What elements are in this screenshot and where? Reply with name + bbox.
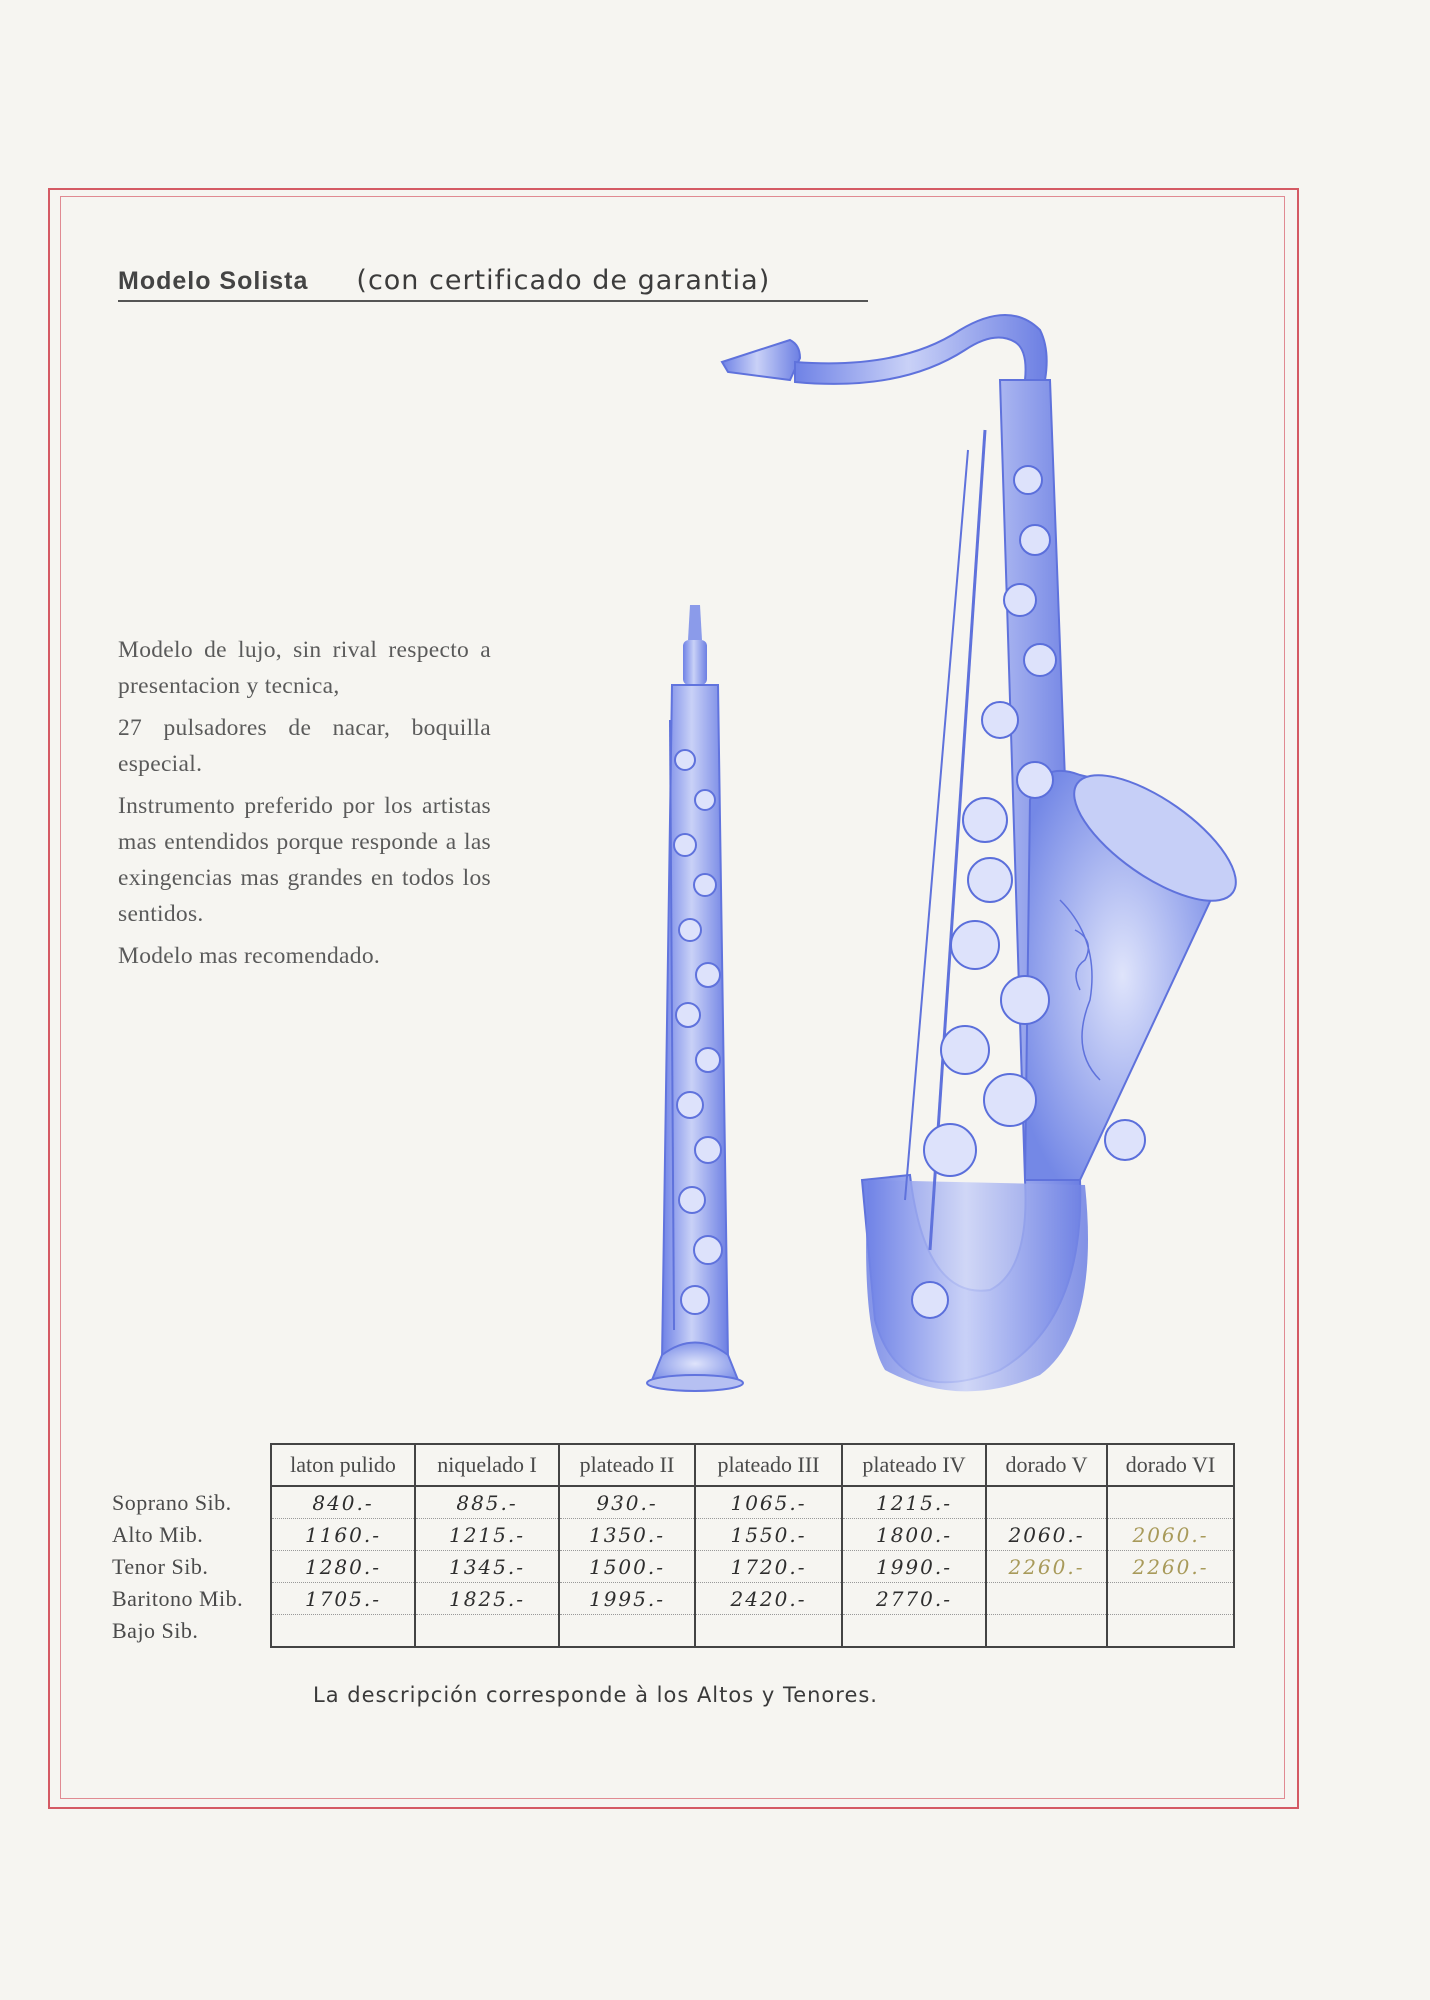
row-label: Soprano Sib.	[112, 1490, 232, 1515]
row-label: Alto Mib.	[112, 1522, 204, 1547]
price-cell: 1825.-	[415, 1583, 559, 1615]
row-label: Bajo Sib.	[112, 1618, 199, 1643]
price-cell: 1215.-	[415, 1519, 559, 1551]
price-table	[270, 1443, 1235, 1648]
price-cell: 930.-	[559, 1486, 695, 1519]
price-cell: 2060.-	[1107, 1519, 1234, 1551]
price-cell: 840.-	[271, 1486, 415, 1519]
price-cell: 2770.-	[842, 1583, 986, 1615]
column-header: dorado VI	[1107, 1444, 1234, 1486]
price-cell: 1705.-	[271, 1583, 415, 1615]
price-cell: 1800.-	[842, 1519, 986, 1551]
column-header: niquelado I	[415, 1444, 559, 1486]
column-header: plateado II	[559, 1444, 695, 1486]
price-cell: 2420.-	[695, 1583, 842, 1615]
price-cell: 1990.-	[842, 1551, 986, 1583]
price-cell: 2060.-	[986, 1519, 1107, 1551]
column-header: dorado V	[986, 1444, 1107, 1486]
price-cell	[415, 1615, 559, 1648]
price-cell: 1720.-	[695, 1551, 842, 1583]
table-header-row	[271, 1444, 1234, 1486]
price-cell: 1500.-	[559, 1551, 695, 1583]
price-cell: 1345.-	[415, 1551, 559, 1583]
column-header: plateado IV	[842, 1444, 986, 1486]
table-row	[271, 1583, 1234, 1615]
table-row	[271, 1486, 1234, 1519]
description-paragraph: Modelo de lujo, sin rival respecto a presentacion y tecnica,	[118, 637, 491, 699]
price-cell	[695, 1615, 842, 1648]
price-cell: 885.-	[415, 1486, 559, 1519]
model-name: Modelo Solista	[118, 267, 309, 295]
tenor-saxophone	[722, 315, 1255, 1391]
price-cell	[1107, 1615, 1234, 1648]
price-cell: 2260.-	[986, 1551, 1107, 1583]
description-paragraph: Modelo mas recomendado.	[118, 943, 381, 969]
price-cell	[271, 1615, 415, 1648]
table-row	[271, 1519, 1234, 1551]
price-cell: 1160.-	[271, 1519, 415, 1551]
table-row	[271, 1615, 1234, 1648]
price-cell	[986, 1615, 1107, 1648]
table-row	[271, 1551, 1234, 1583]
price-cell: 1995.-	[559, 1583, 695, 1615]
price-cell: 1065.-	[695, 1486, 842, 1519]
price-cell	[842, 1615, 986, 1648]
price-cell: 2260.-	[1107, 1551, 1234, 1583]
price-cell: 1280.-	[271, 1551, 415, 1583]
price-cell	[1107, 1486, 1234, 1519]
description-paragraph: Instrumento preferido por los artistas mas entendidos porque responde a las exingencias mas grandes en todos los sentidos.	[118, 793, 491, 927]
price-cell	[986, 1583, 1107, 1615]
price-cell	[559, 1615, 695, 1648]
soprano-saxophone	[647, 605, 743, 1391]
row-label: Tenor Sib.	[112, 1554, 209, 1579]
description-paragraph: 27 pulsadores de nacar, boquilla especial.	[118, 715, 491, 777]
row-labels	[112, 1487, 262, 1647]
row-label: Baritono Mib.	[112, 1586, 244, 1611]
price-cell: 1215.-	[842, 1486, 986, 1519]
price-cell: 1350.-	[559, 1519, 695, 1551]
footnote: La descripción corresponde à los Altos y Tenores.	[313, 1683, 878, 1707]
price-cell	[1107, 1583, 1234, 1615]
price-cell: 1550.-	[695, 1519, 842, 1551]
column-header: laton pulido	[271, 1444, 415, 1486]
column-header: plateado III	[695, 1444, 842, 1486]
price-cell	[986, 1486, 1107, 1519]
model-subtitle: (con certificado de garantia)	[356, 265, 771, 296]
